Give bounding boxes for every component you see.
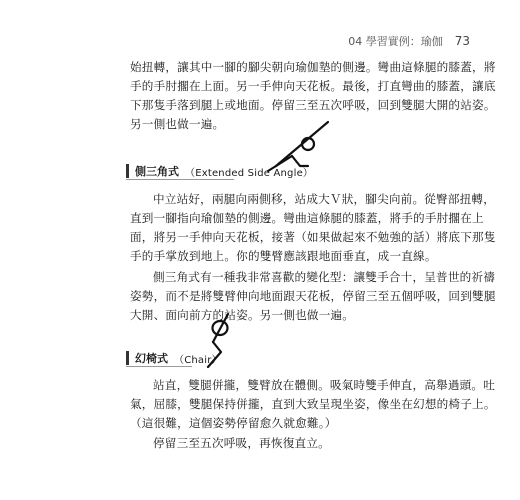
heading-underline xyxy=(126,179,234,180)
text-line: 中立站好，兩腿向兩側移，站成大Ｖ狀，腳尖向前。從臀部扭轉， xyxy=(153,192,496,206)
figure-arm-line xyxy=(276,122,328,166)
chapter-title: 04 學習實例：瑜伽 xyxy=(348,35,443,48)
text-line: （這很難，這個姿勢停留愈久就愈難。） xyxy=(130,416,337,430)
heading-title-en: （Chair） xyxy=(174,354,222,366)
text-line: 站直，雙腿併攏，雙臂放在體側。吸氣時雙手伸直，高舉過頭。吐 xyxy=(153,378,496,392)
page-number: 73 xyxy=(454,34,470,48)
paragraph-chair-hold xyxy=(130,434,416,453)
heading-underline xyxy=(126,366,192,367)
figure-arms-torso xyxy=(213,314,228,342)
section-heading-chair xyxy=(126,350,222,366)
text-line: 始扭轉，讓其中一腳的腳尖朝向瑜伽墊的側邊。彎曲這條腿的膝蓋，將 xyxy=(130,60,496,74)
text-line: 面，將另一手伸向天花板，接著（如果做起來不勉強的話）將底下那隻 xyxy=(130,230,496,244)
text-line: 姿勢，而不是將雙臂伸向地面跟天花板，停留三至五個呼吸，回到雙腿 xyxy=(130,289,496,303)
text-line: 直到一腳指向瑜伽墊的側邊。彎曲這條腿的膝蓋，將手的手肘擱在上 xyxy=(130,211,484,225)
text-line: 側三角式有一種我非常喜歡的變化型：讓雙手合十，呈普世的祈禱 xyxy=(153,270,496,284)
paragraph-side-angle-steps xyxy=(130,190,496,266)
heading-marker xyxy=(126,351,129,365)
running-head xyxy=(348,33,470,49)
text-line: 停留三至五次呼吸，再恢復直立。 xyxy=(153,436,330,450)
paragraph-side-angle-variation xyxy=(130,268,496,325)
text-line: 手的手肘擱在上面。另一手伸向天花板。最後，打直彎曲的膝蓋，讓底 xyxy=(130,79,496,93)
heading-title: 側三角式 xyxy=(135,165,179,178)
text-line: 另一側也做一遍。 xyxy=(130,117,225,131)
heading-title-en: （Extended Side Angle） xyxy=(185,167,314,179)
heading-marker xyxy=(126,164,129,178)
text-line: 氣，屈膝，雙腿保持併攏，直到大致呈現坐姿，像坐在幻想的椅子上。 xyxy=(130,397,496,411)
text-line: 下那隻手落到腿上或地面。停留三至五次呼吸，回到雙腿大開的站姿。 xyxy=(130,98,496,112)
text-line: 手的手掌放到地上。你的雙臂應該跟地面垂直，成一直線。 xyxy=(130,249,437,263)
heading-title: 幻椅式 xyxy=(135,352,168,365)
text-line: 大開、面向前方的站姿。另一側也做一遍。 xyxy=(130,308,355,322)
paragraph-chair-steps xyxy=(130,376,496,433)
section-heading-extended-side-angle xyxy=(126,163,313,179)
